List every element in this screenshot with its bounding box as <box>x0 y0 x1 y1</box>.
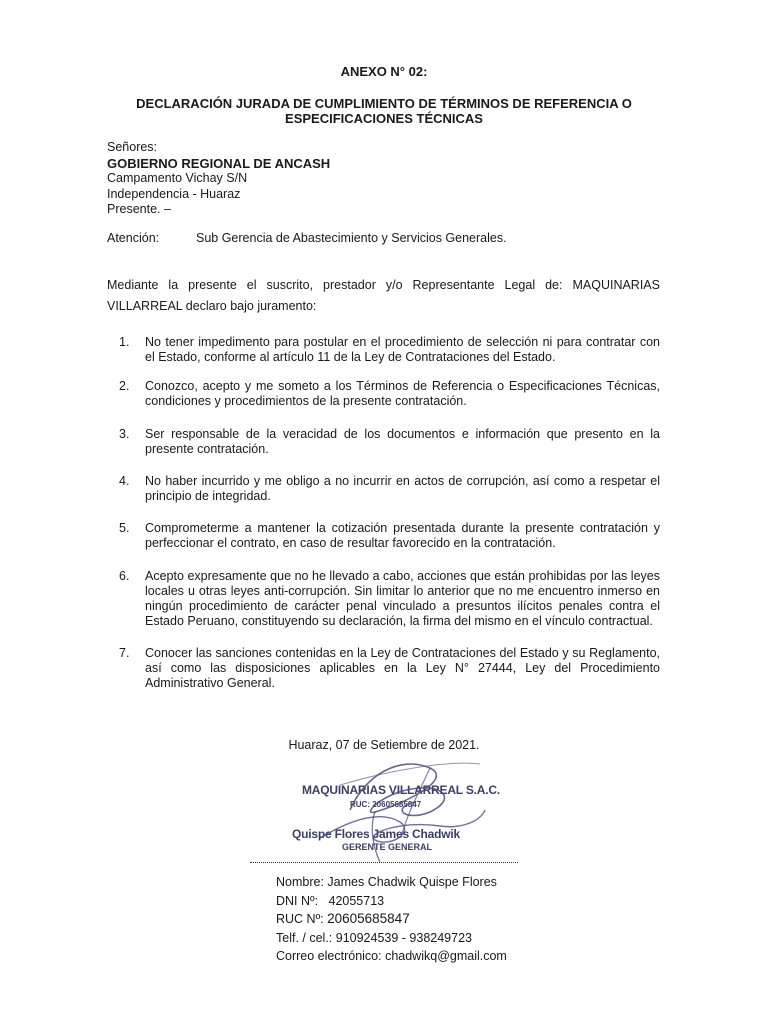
handwritten-signature <box>280 750 510 866</box>
intro-paragraph: Mediante la presente el suscrito, prestador y/o Representante Legal de: MAQUINARIAS VILLARREAL declaro bajo juramento: <box>107 278 660 313</box>
addressee-block <box>107 140 667 218</box>
dni-label: DNI Nº: <box>276 893 319 908</box>
list-item <box>107 335 660 365</box>
attention-label: Atención: <box>107 231 160 245</box>
item-number: 4. <box>119 474 130 488</box>
list-item <box>107 569 660 629</box>
list-item <box>107 379 660 409</box>
item-number: 7. <box>119 646 130 660</box>
stamp-ruc: RUC: 20605685847 <box>350 800 422 809</box>
list-item <box>107 646 660 691</box>
item-number: 2. <box>119 379 130 393</box>
item-text: No tener impedimento para postular en el procedimiento de selección ni para contratar con el Estado, conforme al artículo 11 de la Ley de Contrataciones del Estado. <box>145 335 660 364</box>
item-text: Conozco, acepto y me someto a los Términos de Referencia o Especificaciones Técnicas, condiciones y procedimientos de la presente contratación. <box>145 379 660 408</box>
dni-value: 42055713 <box>328 893 385 908</box>
signer-ruc <box>276 910 576 929</box>
document-title: DECLARACIÓN JURADA DE CUMPLIMIENTO DE TÉRMINOS DE REFERENCIA O ESPECIFICACIONES TÉCNICAS <box>136 96 632 126</box>
stamp-name: Quispe Flores James Chadwik <box>292 827 460 841</box>
list-item <box>107 521 660 551</box>
stamp-company: MAQUINARIAS VILLARREAL S.A.C. <box>302 783 500 797</box>
ruc-label: RUC Nº: <box>276 912 324 926</box>
signer-phone: Telf. / cel.: 910924539 - 938249723 <box>276 930 472 945</box>
item-number: 1. <box>119 335 130 349</box>
attention-value: Sub Gerencia de Abastecimiento y Servicios Generales. <box>196 231 507 245</box>
item-number: 6. <box>119 569 130 583</box>
organization-name: GOBIERNO REGIONAL DE ANCASH <box>107 155 331 171</box>
date-line: Huaraz, 07 de Setiembre de 2021. <box>288 738 480 752</box>
signature-stamp <box>280 750 510 866</box>
annex-title: ANEXO N° 02: <box>340 64 428 79</box>
signer-details <box>276 873 576 966</box>
list-item <box>107 427 660 457</box>
list-item <box>107 474 660 504</box>
presente-line: Presente. – <box>107 202 171 216</box>
address-line-2: Independencia - Huaraz <box>107 186 241 201</box>
attention-line <box>107 231 667 246</box>
signature-line <box>250 862 518 863</box>
signer-name: Nombre: James Chadwik Quispe Flores <box>276 875 497 889</box>
item-text: Acepto expresamente que no he llevado a cabo, acciones que están prohibidas por las leyes locales u otras leyes anti-corrupción. Sin limitar lo anterior que no me encuentro inmerso en ningún procedimiento de carácter penal vinculado a presuntos ilícitos penales contra el Estado Peruano, constituyendo su declaración, la firma del mismo en el vínculo contractual. <box>145 569 660 628</box>
item-text: No haber incurrido y me obligo a no incurrir en actos de corrupción, así como a respetar el principio de integridad. <box>145 474 660 503</box>
signer-email: Correo electrónico: chadwikq@gmail.com <box>276 949 507 963</box>
item-text: Ser responsable de la veracidad de los documentos e información que presento en la presente contratación. <box>145 427 660 456</box>
item-number: 3. <box>119 427 130 441</box>
item-text: Conocer las sanciones contenidas en la Ley de Contrataciones del Estado y su Reglamento, así como las disposiciones aplicables en la Ley N° 27444, Ley del Procedimiento Administrativo General. <box>145 646 660 690</box>
address-line-1: Campamento Vichay S/N <box>107 171 248 185</box>
ruc-value: 20605685847 <box>327 911 410 926</box>
item-number: 5. <box>119 521 130 535</box>
item-text: Comprometerme a mantener la cotización presentada durante la presente contratación y perfeccionar el contrato, en caso de resultar favorecido en la contratación. <box>145 521 660 550</box>
signer-dni <box>276 892 576 911</box>
stamp-role: GERENTE GENERAL <box>342 842 433 852</box>
salutation: Señores: <box>107 140 158 154</box>
